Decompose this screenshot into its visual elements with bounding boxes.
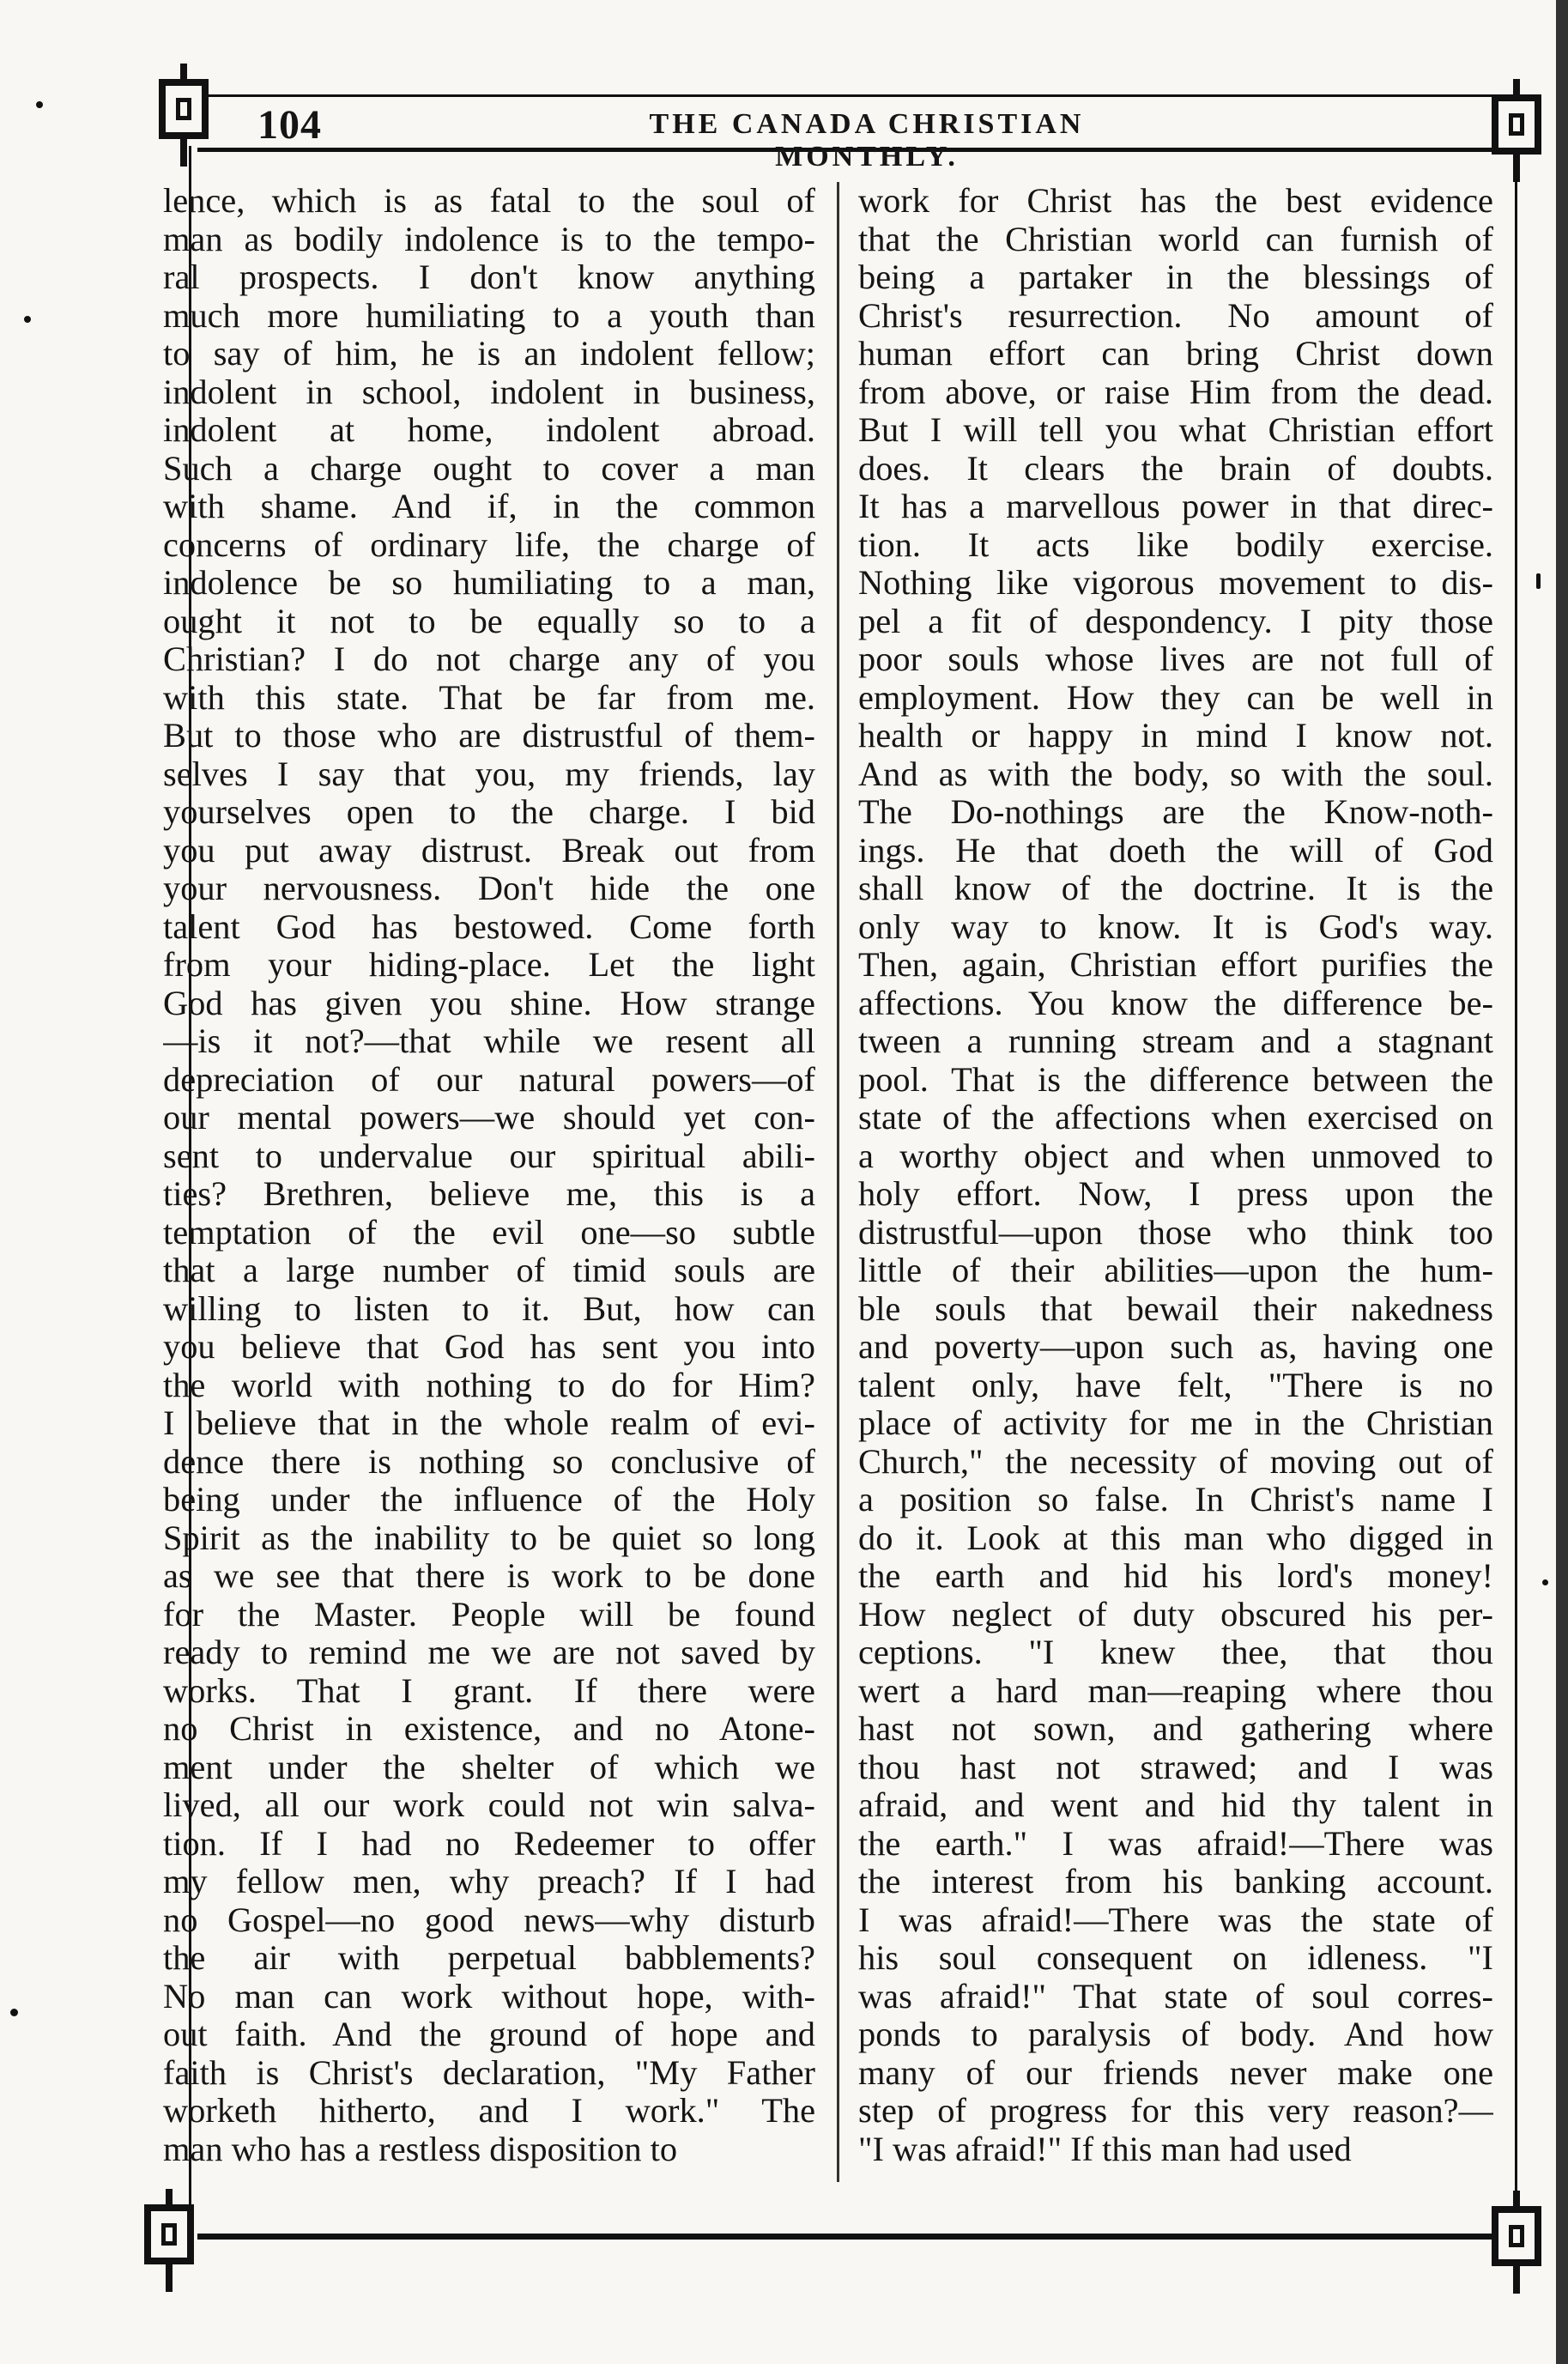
text-line: our mental powers—we should yet con- [163,1099,815,1137]
ink-speck [1536,573,1541,589]
text-line: the air with perpetual babblements? [163,1939,815,1977]
text-line: lived, all our work could not win salva- [163,1786,815,1824]
text-line: you believe that God has sent you into [163,1328,815,1366]
text-line: "I was afraid!" If this man had used [858,2130,1352,2168]
text-line: man as bodily indolence is to the tempo- [163,220,815,258]
ink-speck [36,101,43,108]
page-number: 104 [257,102,322,148]
text-line: from your hiding-place. Let the light [163,946,815,984]
text-line: the earth and hid his lord's money! [858,1557,1493,1595]
text-line: no Gospel—no good news—why disturb [163,1900,815,1939]
corner-ornament-top-left [159,79,209,139]
text-line: being under the influence of the Holy [163,1481,815,1518]
text-line: sent to undervalue our spiritual abili- [163,1137,815,1175]
text-line: Nothing like vigorous movement to dis- [858,564,1493,602]
text-line: the world with nothing to do for Him? [163,1366,815,1404]
text-line: no Christ in existence, and no Atone- [163,1710,815,1748]
text-line: being a partaker in the blessings of [858,258,1493,296]
text-line: willing to listen to it. But, how can [163,1289,815,1328]
text-line: shall know of the doctrine. It is the [858,870,1493,907]
text-line: poor souls whose lives are not full of [858,640,1493,678]
text-line: do it. Look at this man who digged in [858,1518,1493,1557]
text-line: my fellow men, why preach? If I had [163,1863,815,1900]
text-line: But to those who are distrustful of them- [163,717,815,755]
text-line: and poverty—upon such as, having one [858,1328,1493,1366]
text-line: Christ's resurrection. No amount of [858,296,1493,335]
text-line: with shame. And if, in the common [163,488,815,525]
ink-speck [1542,1579,1548,1585]
text-line: to say of him, he is an indolent fellow; [163,335,815,373]
text-line: human effort can bring Christ down [858,335,1493,373]
corner-ornament-top-right [1492,94,1541,155]
text-line: ponds to paralysis of body. And how [858,2015,1493,2053]
text-line: concerns of ordinary life, the charge of [163,525,815,564]
text-line: the interest from his banking account. [858,1863,1493,1900]
text-line: And as with the body, so with the soul. [858,755,1493,793]
text-line: much more humiliating to a youth than [163,296,815,335]
text-line: tion. It acts like bodily exercise. [858,525,1493,564]
text-line: health or happy in mind I know not. [858,717,1493,755]
text-line: does. It clears the brain of doubts. [858,449,1493,488]
text-line: many of our friends never make one [858,2053,1493,2092]
text-line: pool. That is the difference between the [858,1060,1493,1099]
text-line: out faith. And the ground of hope and [163,2015,815,2053]
right-border-rule [1515,146,1517,2232]
text-line: indolent in school, indolent in business, [163,373,815,411]
text-line: his soul consequent on idleness. "I [858,1939,1493,1977]
text-line: a worthy object and when unmoved to [858,1137,1493,1175]
text-line: temptation of the evil one—so subtle [163,1213,815,1252]
bottom-border-rule [197,2234,1519,2240]
text-line: Such a charge ought to cover a man [163,449,815,488]
text-line: —is it not?—that while we resent all [163,1022,815,1060]
text-line: ble souls that bewail their nakedness [858,1289,1493,1328]
scan-edge-shadow [1556,0,1568,2364]
text-line: afraid, and went and hid thy talent in [858,1786,1493,1824]
running-title: THE CANADA CHRISTIAN MONTHLY. [649,108,1085,173]
text-line: I was afraid!—There was the state of [858,1900,1493,1939]
text-line: was afraid!" That state of soul corres- [858,1977,1493,2015]
column-divider [837,182,839,2182]
text-line: dence there is nothing so conclusive of [163,1442,815,1481]
text-line: yourselves open to the charge. I bid [163,793,815,831]
text-line: ties? Brethren, believe me, this is a [163,1175,815,1213]
text-line: indolent at home, indolent abroad. [163,411,815,449]
text-line: Christian? I do not charge any of you [163,640,815,678]
text-line: depreciation of our natural powers—of [163,1060,815,1099]
text-line: hast not sown, and gathering where [858,1710,1493,1748]
left-text-column [163,182,815,2168]
text-line: tion. If I had no Redeemer to offer [163,1824,815,1863]
text-line: employment. How they can be well in [858,678,1493,717]
text-line: with this state. That be far from me. [163,678,815,717]
text-line: ceptions. "I knew thee, that thou [858,1634,1493,1671]
text-line: holy effort. Now, I press upon the [858,1175,1493,1213]
text-line: the earth." I was afraid!—There was [858,1824,1493,1863]
text-line: talent God has bestowed. Come forth [163,907,815,946]
text-line: state of the affections when exercised on [858,1099,1493,1137]
text-line: worketh hitherto, and I work." The [163,2092,815,2130]
text-line: How neglect of duty obscured his per- [858,1595,1493,1634]
text-line: But I will tell you what Christian effort [858,411,1493,449]
text-line: man who has a restless disposition to [163,2130,678,2168]
text-line: little of their abilities—upon the hum- [858,1252,1493,1289]
text-line: The Do-nothings are the Know-noth- [858,793,1493,831]
text-line: thou hast not strawed; and I was [858,1748,1493,1786]
text-line: step of progress for this very reason?— [858,2092,1493,2130]
right-text-column [858,182,1493,2168]
text-line: God has given you shine. How strange [163,984,815,1022]
text-line: affections. You know the difference be- [858,984,1493,1022]
ink-speck [10,2009,18,2016]
text-line: work for Christ has the best evidence [858,182,1493,220]
corner-ornament-bottom-left [144,2204,194,2264]
text-line: place of activity for me in the Christian [858,1404,1493,1442]
text-line: a position so false. In Christ's name I [858,1481,1493,1518]
text-line: ings. He that doeth the will of God [858,831,1493,870]
text-line: your nervousness. Don't hide the one [163,870,815,907]
text-line: ready to remind me we are not saved by [163,1634,815,1671]
text-line: wert a hard man—reaping where thou [858,1671,1493,1710]
text-line: only way to know. It is God's way. [858,907,1493,946]
text-line: for the Master. People will be found [163,1595,815,1634]
text-line: pel a fit of despondency. I pity those [858,602,1493,640]
text-line: from above, or raise Him from the dead. [858,373,1493,411]
text-line: tween a running stream and a stagnant [858,1022,1493,1060]
ink-speck [24,316,31,323]
text-line: ought it not to be equally so to a [163,602,815,640]
text-line: I believe that in the whole realm of evi- [163,1404,815,1442]
text-line: ment under the shelter of which we [163,1748,815,1786]
text-line: selves I say that you, my friends, lay [163,755,815,793]
text-line: Spirit as the inability to be quiet so long [163,1518,815,1557]
top-border-rule-thin [197,94,1519,97]
text-line: lence, which is as fatal to the soul of [163,182,815,220]
text-line: distrustful—upon those who think too [858,1213,1493,1252]
text-line: that the Christian world can furnish of [858,220,1493,258]
text-line: you put away distrust. Break out from [163,831,815,870]
text-line: Then, again, Christian effort purifies the [858,946,1493,984]
text-line: that a large number of timid souls are [163,1252,815,1289]
text-line: No man can work without hope, with- [163,1977,815,2015]
text-line: faith is Christ's declaration, "My Father [163,2053,815,2092]
corner-ornament-bottom-right [1492,2206,1541,2266]
text-line: It has a marvellous power in that direc- [858,488,1493,525]
text-line: talent only, have felt, "There is no [858,1366,1493,1404]
text-line: Church," the necessity of moving out of [858,1442,1493,1481]
text-line: ral prospects. I don't know anything [163,258,815,296]
text-line: as we see that there is work to be done [163,1557,815,1595]
text-line: works. That I grant. If there were [163,1671,815,1710]
text-line: indolence be so humiliating to a man, [163,564,815,602]
